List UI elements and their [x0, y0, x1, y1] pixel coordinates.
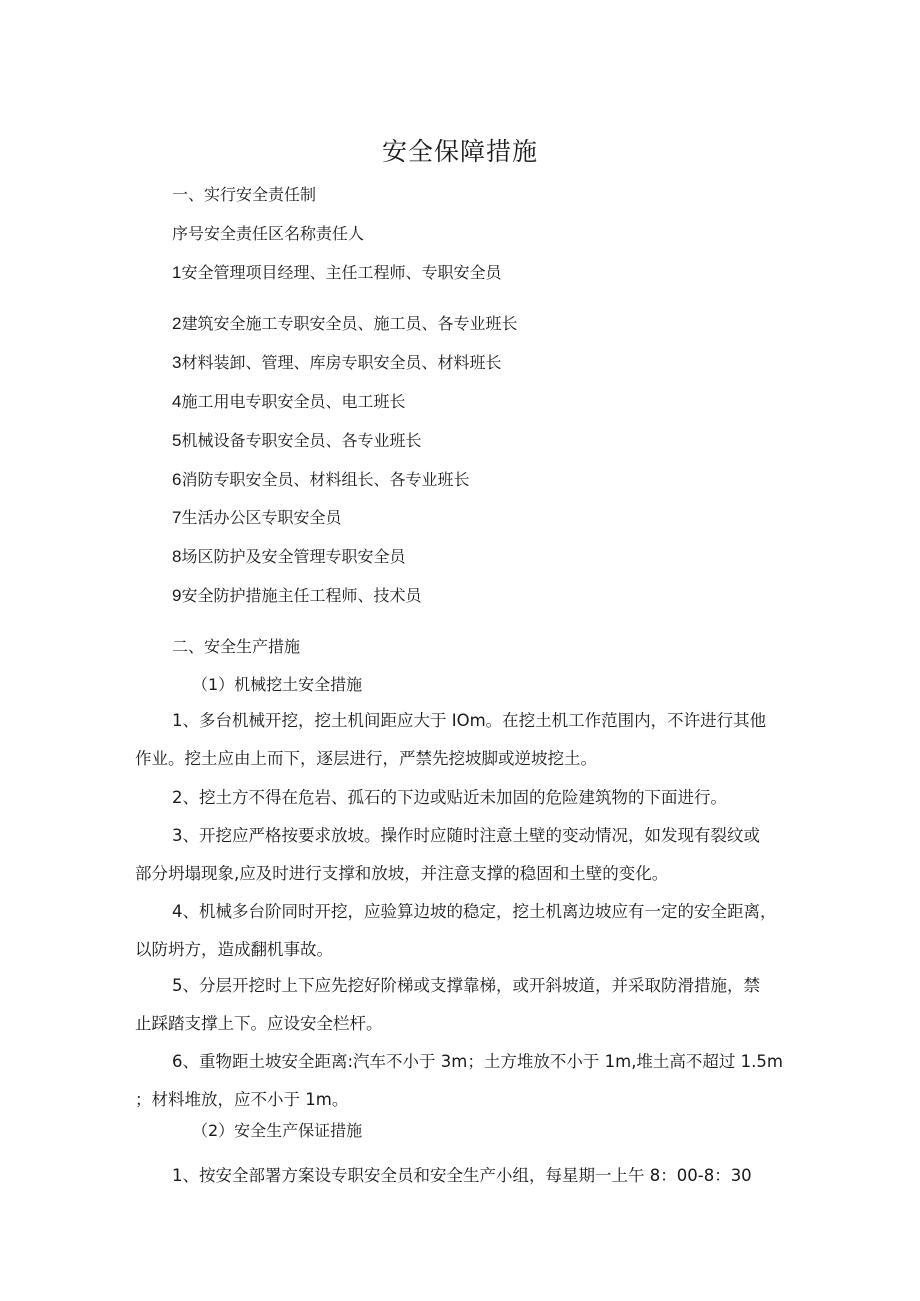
paragraph-line: 2、挖土方不得在危岩、孤石的下边或贴近未加固的危险建筑物的下面进行。 [172, 788, 727, 807]
row-number: 7 [172, 508, 182, 527]
paragraph [135, 817, 792, 893]
paragraph-line: 1、多台机械开挖，挖土机间距应大于 IOm。在挖土机工作范围内，不许进行其他 [172, 711, 767, 730]
row-number: 8 [172, 547, 182, 566]
subsection-heading-1: （1）机械挖土安全措施 [192, 675, 363, 694]
section-heading-2: 二、安全生产措施 [172, 637, 301, 656]
paragraph-line: 部分坍塌现象,应及时进行支撑和放坡，并注意支撑的稳固和土壁的变化。 [135, 864, 669, 883]
list-item [172, 430, 421, 452]
list-item [172, 585, 421, 607]
paragraph [172, 779, 792, 817]
table-header: 序号安全责任区名称责任人 [172, 224, 365, 243]
row-number: 2 [172, 314, 182, 333]
row-number: 9 [172, 586, 182, 605]
page-title: 安全保障措施 [381, 137, 538, 166]
row-number: 5 [172, 431, 182, 450]
list-item [172, 313, 517, 335]
row-number: 4 [172, 392, 182, 411]
paragraph-line: 5、分层开挖时上下应先挖好阶梯或支撑靠梯，或开斜坡道，并采取防滑措施，禁 [172, 976, 760, 995]
paragraph [172, 1157, 792, 1195]
row-text: 建筑安全施工专职安全员、施工员、各专业班长 [181, 314, 518, 333]
row-text: 生活办公区专职安全员 [181, 508, 342, 527]
list-item [172, 391, 405, 413]
row-text: 材料装卸、管理、库房专职安全员、材料班长 [181, 353, 502, 372]
paragraph-line: 以防坍方，造成翻机事故。 [135, 940, 333, 959]
list-item [172, 469, 469, 491]
section-heading-1: 一、实行安全责任制 [172, 185, 317, 204]
row-number: 1 [172, 263, 182, 282]
paragraph-line: 止踩踏支撑上下。应设安全栏杆。 [135, 1014, 383, 1033]
paragraph [135, 1043, 792, 1119]
list-item [172, 262, 501, 284]
row-text: 安全管理项目经理、主任工程师、专职安全员 [181, 263, 502, 282]
paragraph [135, 893, 792, 969]
paragraph-line: 作业。挖土应由上而下，逐层进行，严禁先挖坡脚或逆坡挖土。 [135, 749, 597, 768]
list-item [172, 507, 341, 529]
paragraph-line: 4、机械多台阶同时开挖，应验算边坡的稳定，挖土机离边坡应有一定的安全距离， [172, 902, 777, 921]
subsection-heading-2: （2）安全生产保证措施 [192, 1121, 363, 1140]
row-text: 施工用电专职安全员、电工班长 [181, 392, 406, 411]
paragraph [135, 967, 792, 1043]
paragraph-line: 1、按安全部署方案设专职安全员和安全生产小组，每星期一上午 8：00-8：30 [172, 1166, 752, 1185]
paragraph-line: 6、重物距土坡安全距离:汽车不小于 3m；土方堆放不小于 1m,堆土高不超过 1.5m [172, 1052, 783, 1071]
list-item [172, 546, 405, 568]
paragraph-line: ；材料堆放，应不小于 1m。 [135, 1090, 349, 1109]
paragraph [135, 702, 792, 778]
row-text: 场区防护及安全管理专职安全员 [181, 547, 406, 566]
paragraph-line: 3、开挖应严格按要求放坡。操作时应随时注意土壁的变动情况，如发现有裂纹或 [172, 826, 760, 845]
row-number: 6 [172, 470, 182, 489]
row-number: 3 [172, 353, 182, 372]
list-item [172, 352, 501, 374]
row-text: 消防专职安全员、材料组长、各专业班长 [181, 470, 470, 489]
row-text: 安全防护措施主任工程师、技术员 [181, 586, 422, 605]
row-text: 机械设备专职安全员、各专业班长 [181, 431, 422, 450]
